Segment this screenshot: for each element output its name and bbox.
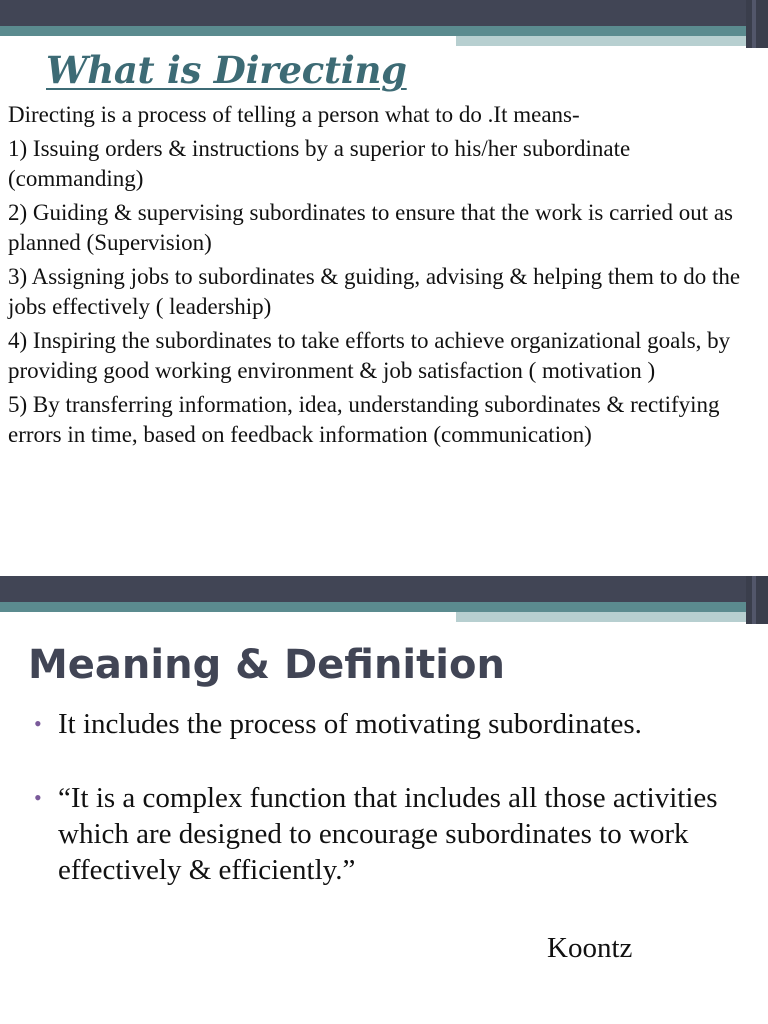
point-item: 1) Issuing orders & instructions by a superior to his/her subordinate (commanding) (8, 135, 631, 191)
header-band-teal-stripe (0, 602, 768, 612)
slide-title: Meaning & Definition (28, 642, 505, 688)
header-band-dark-stripe (0, 0, 768, 26)
header-band-light-stripe (456, 612, 746, 622)
header-band (0, 0, 768, 48)
quote-author: Koontz (547, 932, 633, 964)
slide-meaning-definition (0, 576, 768, 1024)
bullet-list (32, 706, 732, 888)
slide-body (8, 100, 760, 454)
header-band-edge (746, 0, 768, 48)
header-band-teal-stripe (0, 26, 768, 36)
bullet-text: “It is a complex function that includes all those activities which are designed to encourage subordinates to work effectively & efficiently.” (58, 782, 718, 886)
point-item: 4) Inspiring the subordinates to take efforts to achieve organizational goals, by providing good working environment & job satisfaction ( motivation ) (8, 327, 731, 383)
bullet-icon: • (34, 711, 42, 736)
point-item: 3) Assigning jobs to subordinates & guiding, advising & helping them to do the jobs effectively ( leadership) (8, 263, 741, 319)
header-band-edge-highlight (752, 0, 756, 48)
point-item: 5) By transferring information, idea, understanding subordinates & rectifying errors in time, based on feedback information (communication) (8, 391, 720, 447)
slide-title: What is Directing (46, 48, 407, 92)
point-item: 2) Guiding & supervising subordinates to ensure that the work is carried out as planned (Supervision) (8, 199, 733, 255)
intro-text: Directing is a process of telling a person what to do .It means- (8, 102, 580, 127)
header-band-dark-stripe (0, 576, 768, 602)
header-band-edge-highlight (752, 576, 756, 624)
header-band (0, 576, 768, 624)
bullet-icon: • (34, 785, 42, 810)
bullet-item (32, 706, 732, 742)
bullet-item (32, 780, 732, 888)
header-band-light-stripe (456, 36, 746, 46)
header-band-edge (746, 576, 768, 624)
bullet-text: It includes the process of motivating subordinates. (58, 708, 642, 740)
